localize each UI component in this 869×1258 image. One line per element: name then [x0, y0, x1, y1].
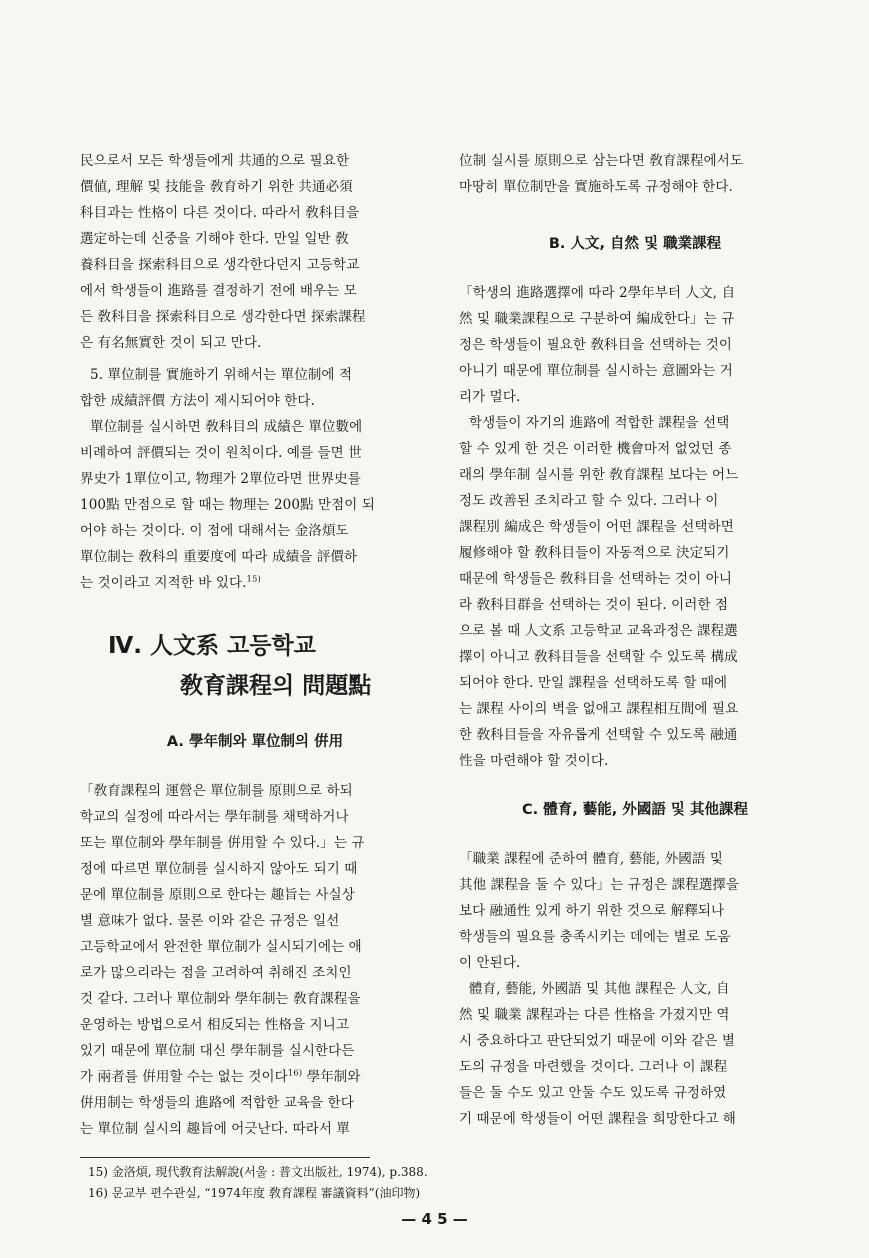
chapter-title-line-2: 敎育課程의 問題點	[180, 673, 372, 699]
right-paragraph-5: 體育, 藝能, 外國語 및 其他 課程은 人文, 自 然 및 職業 課程과는 다른 性格을 가졌지만 역 시 중요하다고 판단되었기 때문에 이와 같은 별 도의 규정을 마련했을 것이다. 그러나 이 課程 들은 둘 수도 있고 안둘 수도 있도록 규정하였 기 때문에 학생들이 어떤 課程을 희망한다고 해	[459, 981, 736, 1127]
section-title-c: C. 體育, 藝能, 外國語 및 其他課程	[522, 802, 748, 818]
left-paragraph-3	[80, 414, 430, 596]
section-title-b: B. 人文, 自然 및 職業課程	[548, 236, 722, 252]
right-paragraph-2: 「학생의 進路選擇에 따라 2學年부터 人文, 自 然 및 職業課程으로 구분하여 編成한다」는 규 정은 학생들이 필요한 敎科目을 선택하는 것이 아니기 때문에 單位制를 실시하는 意圖와는 거 리가 멀다.	[459, 285, 736, 405]
right-paragraph-1: 位制 실시를 原則으로 삼는다면 敎育課程에서도 마땅히 單位制만을 實施하도록 규정해야 한다.	[459, 153, 744, 195]
chapter-title-line-1: Ⅳ. 人文系 고등학교	[108, 633, 316, 659]
left-paragraph-3-text: 單位制를 실시하면 敎科目의 成績은 單位數에 비례하여 評價되는 것이 원칙이다. 예를 들면 世 界史가 1單位이고, 物理가 2單位라면 世界史를 100點 만점으로 할 때는 物理는 200點 만점이 되 어야 하는 것이다. 이 점에 대해서는 金洛煩도 單位制는 敎科의 重要度에 따라 成績을 評價하 는 것이라고 지적한 바 있다.	[80, 419, 375, 591]
footnote-15: 15) 金洛煩, 現代敎育法解說(서울 : 普文出版社, 1974), p.388.	[88, 1165, 428, 1179]
left-column	[80, 148, 430, 1142]
left-paragraph-1: 民으로서 모든 학생들에게 共通的으로 필요한 價値, 理解 및 技能을 敎育하기 위한 共通必須 科目과는 性格이 다른 것이다. 따라서 敎科目을 選定하는데 신중을 기해야 한다. 만일 일반 敎 養科目을 探索科目으로 생각한다던지 고등학교 에서 학생들이 進路를 결정하기 전에 배우는 모 든 敎科目을 探索科目으로 생각한다면 探索課程 은 有名無實한 것이 되고 만다.	[80, 153, 366, 351]
left-paragraph-4	[80, 778, 430, 1142]
footnote-ref-15: 15)	[246, 574, 261, 585]
right-paragraph-4: 「職業 課程에 준하여 體育, 藝能, 外國語 및 其他 課程을 둘 수 있다」는 규정은 課程選擇을 보다 融通性 있게 하기 위한 것으로 解釋되나 학생들의 필요를 충족시키는 데에는 별로 도움 이 안된다.	[459, 851, 740, 971]
footnote-16: 16) 문교부 편수관실, “1974年度 敎育課程 審議資料”(油印物)	[88, 1186, 421, 1200]
footnote-divider	[80, 1157, 370, 1158]
section-title-a: A. 學年制와 單位制의 倂用	[166, 734, 344, 750]
left-paragraph-2: 5. 單位制를 實施하기 위해서는 單位制에 적 합한 成績評價 方法이 제시되어야 한다.	[80, 367, 353, 409]
footnote-ref-16: 16)	[287, 1068, 303, 1079]
footnotes	[88, 1162, 788, 1204]
right-column	[459, 148, 811, 1132]
page-number: — 4 5 —	[401, 1210, 468, 1228]
left-paragraph-4-tail: 學年制와 倂用制는 학생들의 進路에 적합한 교육을 한다 는 單位制 실시의 趣旨에 어긋난다. 따라서 單	[80, 1069, 361, 1137]
right-paragraph-3: 학생들이 자기의 進路에 적합한 課程을 선택 할 수 있게 한 것은 이러한 機會마저 없었던 종 래의 學年制 실시를 위한 敎育課程 보다는 어느 정도 改善된 조치라고 할 수 있다. 그러나 이 課程別 編成은 학생들이 어떤 課程을 선택하면 履修해야 할 敎科目들이 자동적으로 決定되기 때문에 학생들은 敎科目을 선택하는 것이 아니 라 敎科目群을 선택하는 것이 된다. 이러한 점 으로 볼 때 人文系 고등학교 교육과정은 課程選 擇이 아니고 敎科目들을 선택할 수 있도록 構成 되어야 한다. 만일 課程을 선택하도록 할 때에 는 課程 사이의 벽을 없애고 課程相互間에 필요 한 敎科目들을 자유롭게 선택할 수 있도록 融通 性을 마련해야 할 것이다.	[459, 415, 739, 769]
left-paragraph-4-text: 「敎育課程의 運營은 單位制를 原則으로 하되 학교의 실정에 따라서는 學年制를 채택하거나 또는 單位制와 學年制를 倂用할 수 있다.」는 규 정에 따르면 單位制를 실시하지 않아도 되기 때 문에 單位制를 原則으로 한다는 趣旨는 사실상 별 意味가 없다. 물론 이와 같은 규정은 일선 고등학교에서 완전한 單位制가 실시되기에는 애 로가 많으리라는 점을 고려하여 취해진 조치인 것 같다. 그러나 單位制와 學年制는 敎育課程을 운영하는 방법으로서 相反되는 性格을 지니고 있기 때문에 單位制 대신 學年制를 실시한다든 가 兩者를 倂用할 수는 없는 것이다	[80, 783, 365, 1085]
